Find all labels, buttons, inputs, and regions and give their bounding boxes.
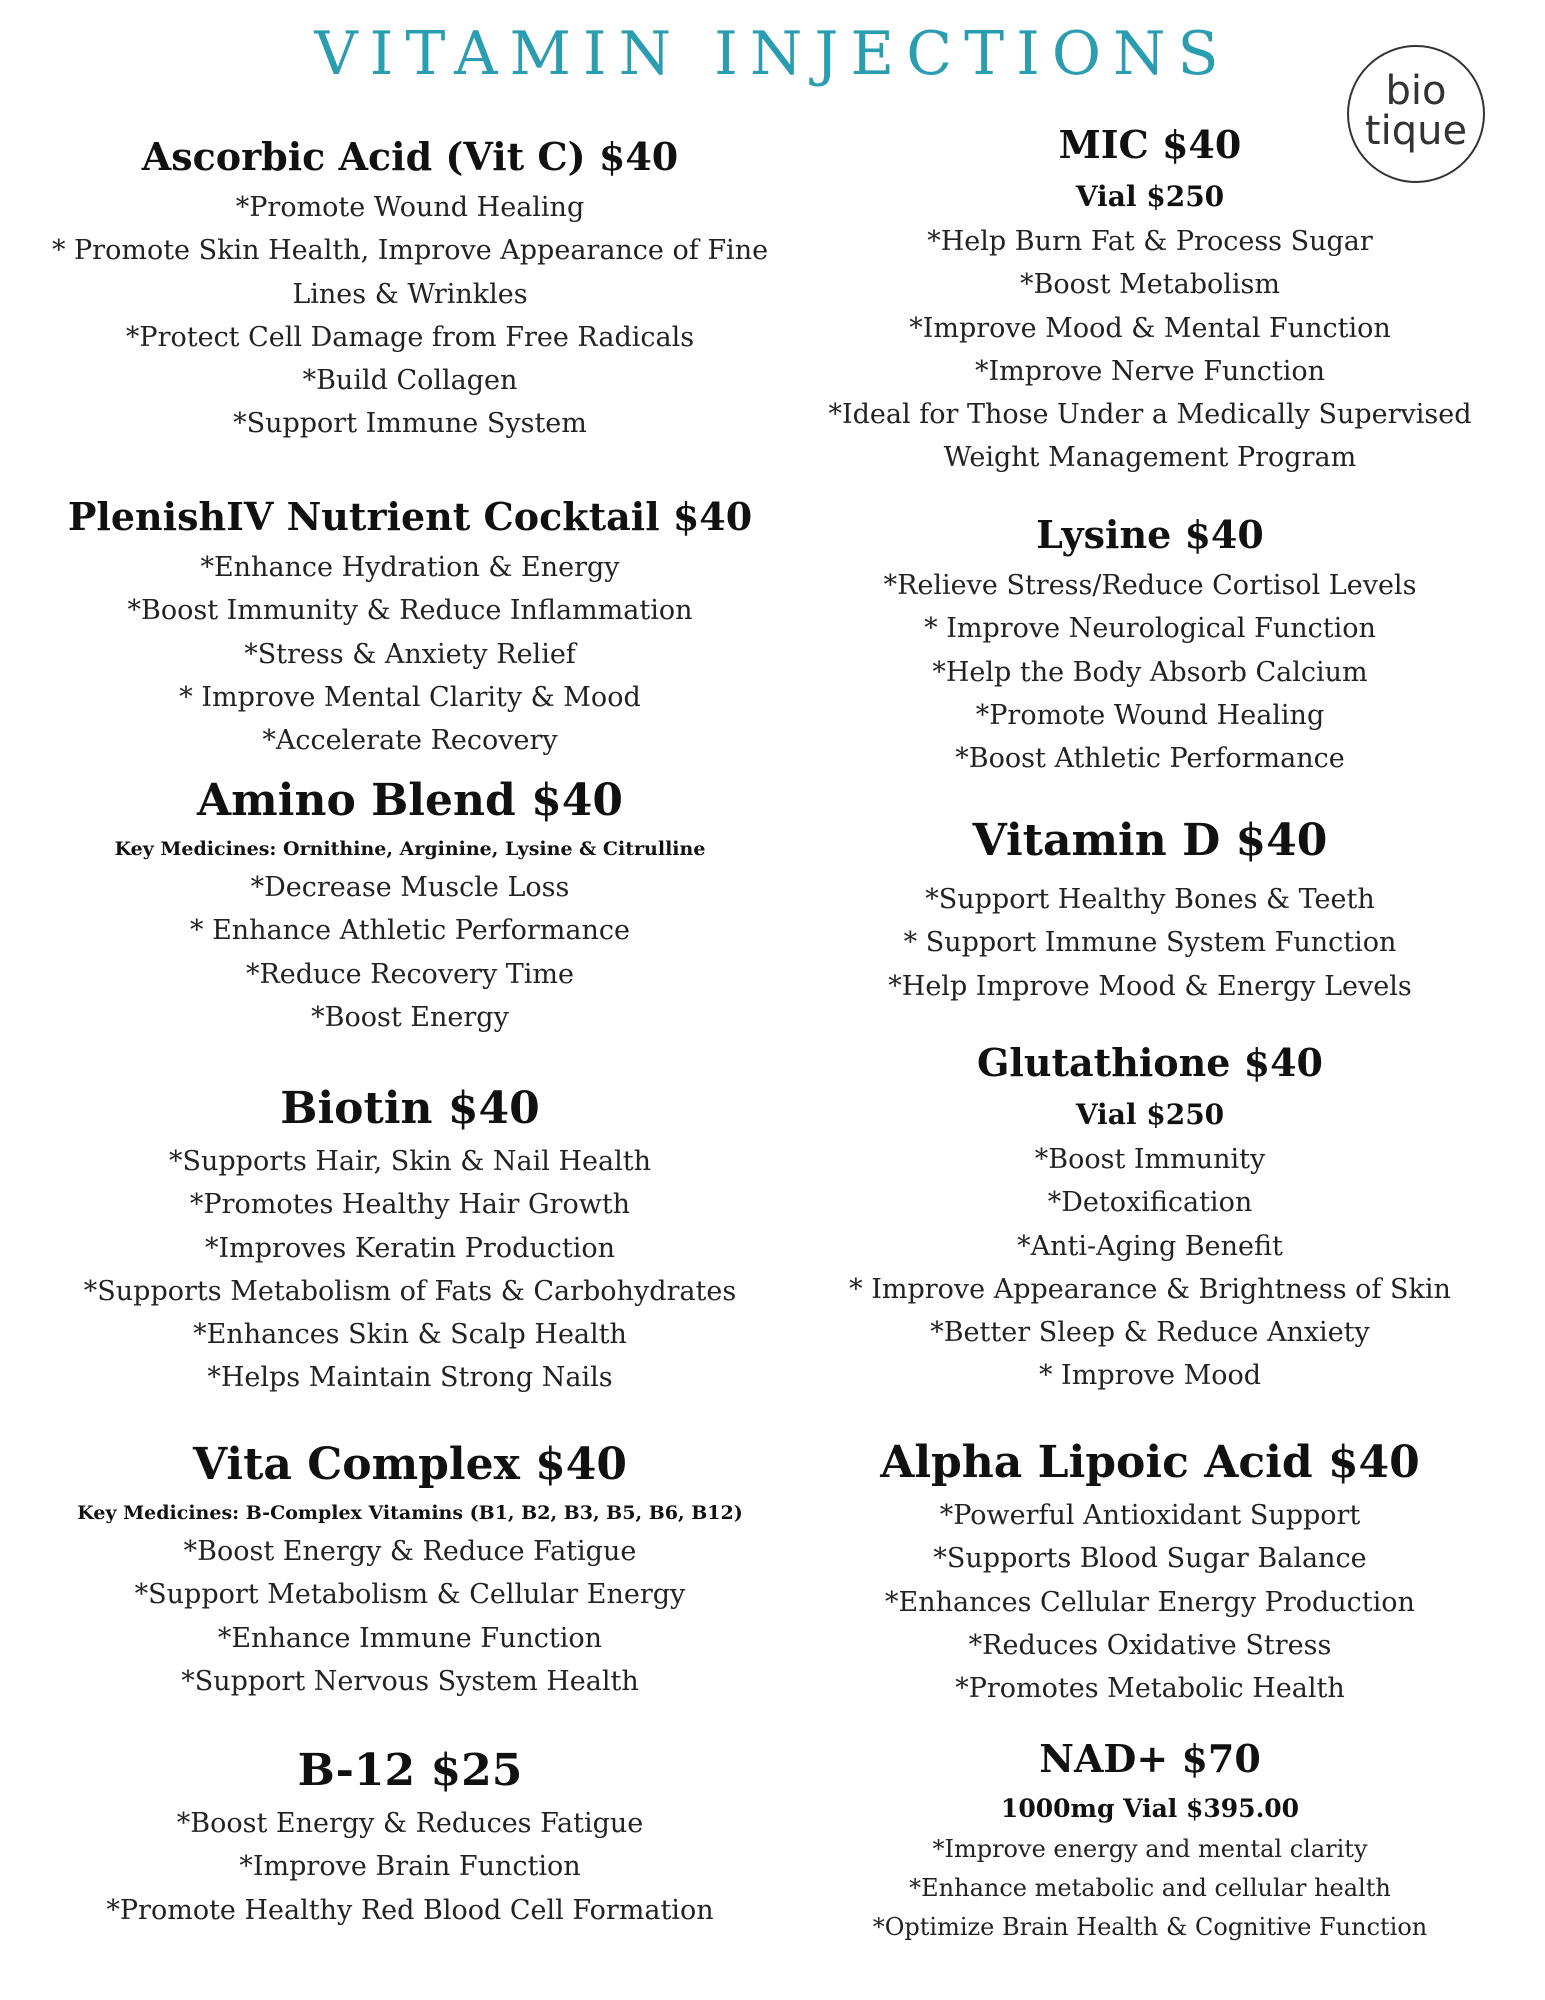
- benefit-item: *Detoxification: [1047, 1187, 1253, 1219]
- benefit-item: *Improve Nerve Function: [974, 355, 1326, 387]
- benefit-list: [790, 220, 1510, 480]
- benefit-list: [40, 866, 780, 1039]
- benefit-item: *Promote Healthy Red Blood Cell Formation: [106, 1894, 714, 1926]
- benefit-item: * Improve Neurological Function: [924, 613, 1376, 645]
- benefit-item: *Promote Wound Healing: [975, 699, 1325, 731]
- benefit-item: *Improve Mood & Mental Function: [909, 312, 1391, 344]
- section-plenishiv-cocktail: [40, 488, 780, 762]
- benefit-list: [790, 878, 1510, 1008]
- benefit-item: *Enhance metabolic and cellular health: [909, 1874, 1391, 1902]
- benefit-item: *Support Immune System: [233, 408, 587, 440]
- page-title: VITAMIN INJECTIONS: [314, 19, 1231, 89]
- benefit-item: *Supports Hair, Skin & Nail Health: [169, 1146, 651, 1177]
- benefit-item: *Decrease Muscle Loss: [250, 872, 570, 903]
- benefit-item: *Promote Wound Healing: [235, 192, 585, 223]
- benefit-item: *Boost Energy: [311, 1001, 509, 1033]
- logo-text-bio: bio: [1385, 68, 1447, 114]
- benefit-item: *Relieve Stress/Reduce Cortisol Levels: [883, 570, 1417, 601]
- benefit-item: *Improve energy and mental clarity: [932, 1835, 1368, 1863]
- benefit-item: *Boost Energy & Reduce Fatigue: [183, 1536, 637, 1567]
- benefit-list: [40, 1530, 780, 1703]
- section-alpha-lipoic-acid: [790, 1432, 1510, 1710]
- vial-price: Vial $250: [1075, 1098, 1225, 1131]
- benefit-item: *Help Burn Fat & Process Sugar: [927, 226, 1373, 257]
- benefit-item: *Supports Metabolism of Fats & Carbohydrates: [83, 1275, 737, 1307]
- benefit-item: Weight Management Program: [943, 442, 1357, 474]
- section-nad: [790, 1730, 1510, 1947]
- benefit-list: [40, 1802, 780, 1932]
- benefit-item: *Boost Immunity: [1034, 1144, 1266, 1175]
- section-lysine: [790, 506, 1510, 780]
- section-heading: Vita Complex $40: [192, 1439, 628, 1490]
- benefit-list: [40, 546, 780, 762]
- benefit-item: *Promotes Healthy Hair Growth: [189, 1189, 631, 1221]
- benefit-item: *Stress & Anxiety Relief: [244, 638, 576, 670]
- benefit-item: *Boost Immunity & Reduce Inflammation: [127, 595, 693, 627]
- benefit-item: *Support Nervous System Health: [181, 1665, 639, 1697]
- benefit-item: *Reduce Recovery Time: [245, 958, 575, 990]
- section-heading: Amino Blend $40: [197, 775, 623, 826]
- benefit-item: *Optimize Brain Health & Cognitive Function: [872, 1913, 1428, 1941]
- benefit-item: *Enhance Immune Function: [217, 1622, 603, 1654]
- section-heading: Ascorbic Acid (Vit C) $40: [141, 134, 679, 179]
- section-heading: PlenishIV Nutrient Cocktail $40: [67, 494, 753, 539]
- benefit-item: * Improve Mental Clarity & Mood: [179, 681, 641, 713]
- benefit-item: * Support Immune System Function: [903, 927, 1397, 959]
- benefit-item: *Better Sleep & Reduce Anxiety: [930, 1317, 1370, 1349]
- benefit-item: *Boost Energy & Reduces Fatigue: [176, 1808, 644, 1839]
- benefit-item: *Enhances Skin & Scalp Health: [193, 1319, 627, 1351]
- benefit-item: *Ideal for Those Under a Medically Supervised: [828, 399, 1472, 431]
- benefit-item: *Support Metabolism & Cellular Energy: [134, 1579, 686, 1611]
- vial-price: 1000mg Vial $395.00: [1000, 1794, 1300, 1823]
- benefit-list: [790, 1494, 1510, 1710]
- section-heading: Glutathione $40: [976, 1040, 1323, 1085]
- benefit-item: *Powerful Antioxidant Support: [939, 1500, 1361, 1531]
- benefit-list: [790, 1138, 1510, 1398]
- section-heading: B-12 $25: [297, 1745, 523, 1796]
- benefit-item: * Promote Skin Health, Improve Appearance of Fine: [51, 235, 769, 267]
- benefit-item: *Enhances Cellular Energy Production: [885, 1586, 1415, 1618]
- section-ascorbic-acid: [40, 128, 780, 446]
- section-glutathione: [790, 1034, 1510, 1398]
- benefit-item: *Anti-Aging Benefit: [1017, 1230, 1283, 1262]
- benefit-item: *Accelerate Recovery: [262, 725, 558, 757]
- benefit-list: [40, 186, 780, 446]
- benefit-list: [790, 1830, 1510, 1947]
- benefit-item: *Improves Keratin Production: [204, 1232, 616, 1264]
- benefit-item: *Boost Metabolism: [1020, 269, 1280, 301]
- benefit-item: * Improve Mood: [1038, 1360, 1262, 1392]
- section-mic: [790, 116, 1510, 480]
- benefit-item: * Enhance Athletic Performance: [190, 915, 630, 947]
- section-heading: MIC $40: [1058, 122, 1242, 167]
- benefit-item: *Promotes Metabolic Health: [955, 1673, 1345, 1705]
- section-heading: NAD+ $70: [1039, 1736, 1261, 1781]
- benefit-item: *Build Collagen: [302, 365, 518, 397]
- section-heading: Vitamin D $40: [972, 815, 1328, 866]
- key-medicines: Key Medicines: Ornithine, Arginine, Lysine & Citrulline: [114, 838, 706, 860]
- section-heading: Lysine $40: [1036, 512, 1264, 557]
- benefit-item: *Support Healthy Bones & Teeth: [925, 884, 1375, 915]
- key-medicines: Key Medicines: B-Complex Vitamins (B1, B2, B3, B5, B6, B12): [77, 1502, 743, 1524]
- benefit-list: [40, 1140, 780, 1400]
- section-b12: [40, 1740, 780, 1932]
- section-heading: Biotin $40: [280, 1083, 540, 1134]
- benefit-list: [790, 564, 1510, 780]
- benefit-item: * Improve Appearance & Brightness of Skin: [849, 1273, 1451, 1305]
- logo-text-tique: tique: [1364, 108, 1468, 154]
- benefit-item: *Improve Brain Function: [239, 1851, 581, 1883]
- benefit-item: *Enhance Hydration & Energy: [200, 552, 620, 583]
- section-biotin: [40, 1078, 780, 1400]
- section-vitamin-d: [790, 810, 1510, 1008]
- vial-price: Vial $250: [1075, 180, 1225, 213]
- section-heading: Alpha Lipoic Acid $40: [880, 1437, 1420, 1488]
- section-amino-blend: [40, 770, 780, 1039]
- benefit-item: Lines & Wrinkles: [292, 278, 528, 310]
- section-vita-complex: [40, 1434, 780, 1703]
- benefit-item: *Protect Cell Damage from Free Radicals: [125, 321, 695, 353]
- benefit-item: *Helps Maintain Strong Nails: [207, 1362, 613, 1394]
- benefit-item: *Reduces Oxidative Stress: [968, 1629, 1332, 1661]
- benefit-item: *Supports Blood Sugar Balance: [933, 1543, 1367, 1575]
- benefit-item: *Boost Athletic Performance: [955, 743, 1345, 775]
- benefit-item: *Help Improve Mood & Energy Levels: [888, 970, 1412, 1002]
- benefit-item: *Help the Body Absorb Calcium: [932, 656, 1368, 688]
